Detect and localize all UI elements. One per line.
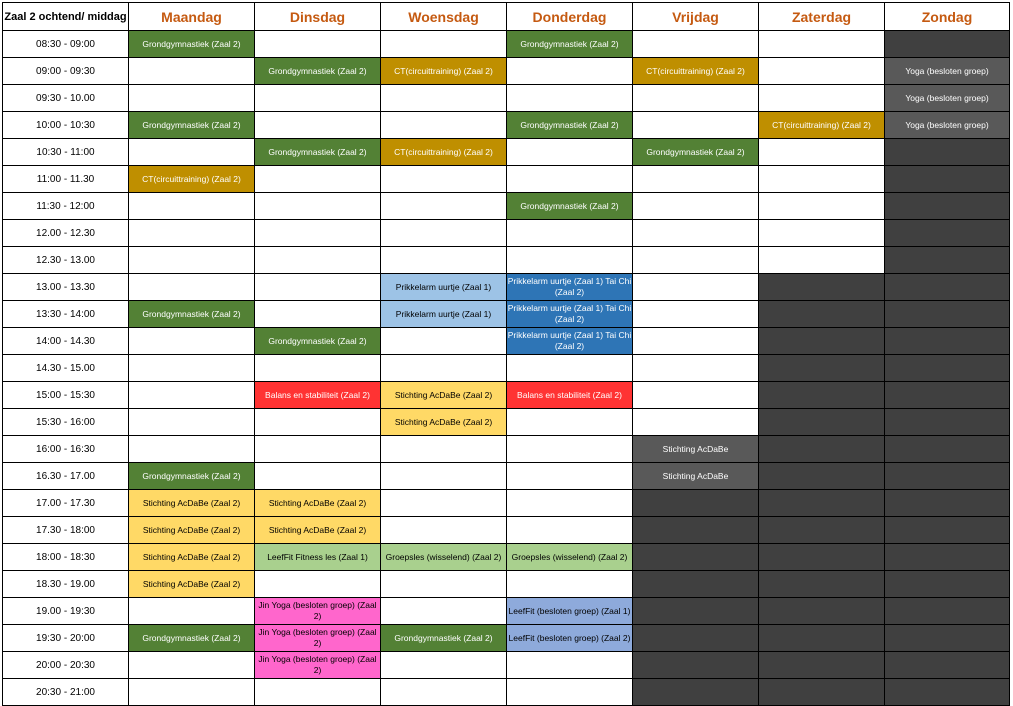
schedule-cell-zondag xyxy=(885,355,1010,382)
schedule-cell-woensdag xyxy=(381,598,507,625)
time-slot-label: 13.00 - 13.30 xyxy=(3,274,129,301)
schedule-table xyxy=(2,2,1010,706)
schedule-cell-zaterdag xyxy=(759,220,885,247)
schedule-cell-dinsdag xyxy=(255,193,381,220)
schedule-cell-zaterdag xyxy=(759,679,885,706)
corner-label: Zaal 2 ochtend/ middag xyxy=(3,3,129,31)
schedule-cell-zaterdag xyxy=(759,436,885,463)
schedule-cell-zondag: Yoga (besloten groep) xyxy=(885,85,1010,112)
schedule-cell-donderdag: Prikkelarm uurtje (Zaal 1) Tai Chi (Zaal 2) xyxy=(507,301,633,328)
schedule-cell-maandag xyxy=(129,274,255,301)
schedule-row xyxy=(3,166,1010,193)
schedule-row xyxy=(3,436,1010,463)
schedule-cell-donderdag: Prikkelarm uurtje (Zaal 1) Tai Chi (Zaal 2) xyxy=(507,328,633,355)
schedule-cell-maandag xyxy=(129,436,255,463)
schedule-cell-zondag xyxy=(885,652,1010,679)
schedule-row xyxy=(3,598,1010,625)
schedule-cell-dinsdag: Grondgymnastiek (Zaal 2) xyxy=(255,58,381,85)
schedule-cell-dinsdag: Jin Yoga (besloten groep) (Zaal 2) xyxy=(255,652,381,679)
schedule-cell-zaterdag xyxy=(759,355,885,382)
schedule-cell-zaterdag xyxy=(759,517,885,544)
schedule-cell-maandag xyxy=(129,328,255,355)
schedule-cell-vrijdag xyxy=(633,31,759,58)
schedule-cell-zaterdag xyxy=(759,328,885,355)
time-slot-label: 15:30 - 16:00 xyxy=(3,409,129,436)
schedule-cell-zaterdag xyxy=(759,166,885,193)
schedule-cell-vrijdag xyxy=(633,85,759,112)
schedule-cell-dinsdag xyxy=(255,679,381,706)
schedule-cell-zaterdag: CT(circuittraining) (Zaal 2) xyxy=(759,112,885,139)
schedule-cell-vrijdag xyxy=(633,166,759,193)
schedule-cell-dinsdag xyxy=(255,166,381,193)
schedule-cell-dinsdag: LeefFit Fitness les (Zaal 1) xyxy=(255,544,381,571)
schedule-cell-donderdag xyxy=(507,679,633,706)
schedule-cell-maandag xyxy=(129,679,255,706)
schedule-cell-maandag: Stichting AcDaBe (Zaal 2) xyxy=(129,544,255,571)
schedule-cell-woensdag xyxy=(381,679,507,706)
schedule-cell-donderdag: Groepsles (wisselend) (Zaal 2) xyxy=(507,544,633,571)
schedule-cell-woensdag xyxy=(381,436,507,463)
header-row xyxy=(3,3,1010,31)
schedule-cell-woensdag: CT(circuittraining) (Zaal 2) xyxy=(381,139,507,166)
schedule-cell-zaterdag xyxy=(759,301,885,328)
schedule-row xyxy=(3,58,1010,85)
schedule-cell-zaterdag xyxy=(759,625,885,652)
time-slot-label: 19.00 - 19:30 xyxy=(3,598,129,625)
schedule-cell-zaterdag xyxy=(759,139,885,166)
schedule-cell-woensdag xyxy=(381,166,507,193)
schedule-cell-vrijdag xyxy=(633,355,759,382)
schedule-cell-dinsdag xyxy=(255,247,381,274)
schedule-cell-maandag: Stichting AcDaBe (Zaal 2) xyxy=(129,517,255,544)
schedule-cell-zondag xyxy=(885,382,1010,409)
schedule-cell-zaterdag xyxy=(759,598,885,625)
schedule-cell-vrijdag xyxy=(633,220,759,247)
schedule-cell-zondag xyxy=(885,463,1010,490)
schedule-cell-zondag: Yoga (besloten groep) xyxy=(885,112,1010,139)
schedule-cell-vrijdag xyxy=(633,382,759,409)
time-slot-label: 08:30 - 09:00 xyxy=(3,31,129,58)
time-slot-label: 11:30 - 12:00 xyxy=(3,193,129,220)
schedule-body xyxy=(3,31,1010,706)
schedule-cell-vrijdag: Grondgymnastiek (Zaal 2) xyxy=(633,139,759,166)
schedule-cell-vrijdag xyxy=(633,652,759,679)
schedule-cell-dinsdag xyxy=(255,220,381,247)
day-header-zaterdag: Zaterdag xyxy=(759,3,885,31)
time-slot-label: 09:00 - 09:30 xyxy=(3,58,129,85)
schedule-cell-woensdag: Prikkelarm uurtje (Zaal 1) xyxy=(381,274,507,301)
time-slot-label: 12.30 - 13.00 xyxy=(3,247,129,274)
schedule-cell-maandag xyxy=(129,85,255,112)
day-header-donderdag: Donderdag xyxy=(507,3,633,31)
schedule-cell-zondag xyxy=(885,247,1010,274)
time-slot-label: 09:30 - 10.00 xyxy=(3,85,129,112)
schedule-row xyxy=(3,247,1010,274)
schedule-cell-dinsdag xyxy=(255,571,381,598)
schedule-cell-vrijdag: Stichting AcDaBe xyxy=(633,463,759,490)
schedule-cell-zondag xyxy=(885,31,1010,58)
schedule-cell-donderdag xyxy=(507,85,633,112)
schedule-cell-maandag: Grondgymnastiek (Zaal 2) xyxy=(129,463,255,490)
schedule-row xyxy=(3,625,1010,652)
schedule-cell-vrijdag xyxy=(633,625,759,652)
schedule-cell-donderdag xyxy=(507,166,633,193)
schedule-row xyxy=(3,139,1010,166)
schedule-cell-donderdag xyxy=(507,58,633,85)
schedule-cell-zaterdag xyxy=(759,490,885,517)
schedule-cell-dinsdag: Jin Yoga (besloten groep) (Zaal 2) xyxy=(255,598,381,625)
schedule-cell-maandag xyxy=(129,247,255,274)
schedule-cell-zaterdag xyxy=(759,382,885,409)
schedule-cell-donderdag xyxy=(507,220,633,247)
schedule-cell-woensdag xyxy=(381,355,507,382)
time-slot-label: 18:00 - 18:30 xyxy=(3,544,129,571)
schedule-cell-dinsdag xyxy=(255,436,381,463)
schedule-cell-zondag xyxy=(885,409,1010,436)
schedule-cell-vrijdag xyxy=(633,328,759,355)
schedule-cell-maandag: Stichting AcDaBe (Zaal 2) xyxy=(129,490,255,517)
schedule-cell-zondag: Yoga (besloten groep) xyxy=(885,58,1010,85)
schedule-cell-vrijdag xyxy=(633,409,759,436)
schedule-cell-dinsdag xyxy=(255,463,381,490)
schedule-cell-dinsdag xyxy=(255,301,381,328)
schedule-cell-woensdag xyxy=(381,490,507,517)
schedule-cell-donderdag: Grondgymnastiek (Zaal 2) xyxy=(507,31,633,58)
schedule-cell-donderdag xyxy=(507,652,633,679)
schedule-row xyxy=(3,652,1010,679)
schedule-cell-maandag xyxy=(129,355,255,382)
schedule-row xyxy=(3,679,1010,706)
schedule-cell-vrijdag xyxy=(633,517,759,544)
schedule-cell-zondag xyxy=(885,301,1010,328)
schedule-cell-zondag xyxy=(885,139,1010,166)
schedule-cell-zondag xyxy=(885,490,1010,517)
schedule-cell-dinsdag: Stichting AcDaBe (Zaal 2) xyxy=(255,490,381,517)
time-slot-label: 17.30 - 18:00 xyxy=(3,517,129,544)
schedule-row xyxy=(3,301,1010,328)
schedule-cell-woensdag xyxy=(381,193,507,220)
schedule-cell-zaterdag xyxy=(759,463,885,490)
schedule-cell-donderdag: LeefFit (besloten groep) (Zaal 1) xyxy=(507,598,633,625)
schedule-cell-dinsdag xyxy=(255,274,381,301)
schedule-cell-zondag xyxy=(885,598,1010,625)
schedule-cell-zaterdag xyxy=(759,193,885,220)
schedule-cell-woensdag xyxy=(381,220,507,247)
schedule-cell-maandag xyxy=(129,139,255,166)
schedule-row xyxy=(3,571,1010,598)
schedule-cell-dinsdag: Stichting AcDaBe (Zaal 2) xyxy=(255,517,381,544)
time-slot-label: 18.30 - 19.00 xyxy=(3,571,129,598)
day-header-maandag: Maandag xyxy=(129,3,255,31)
schedule-cell-zondag xyxy=(885,193,1010,220)
schedule-cell-donderdag xyxy=(507,517,633,544)
schedule-cell-maandag: Grondgymnastiek (Zaal 2) xyxy=(129,625,255,652)
schedule-cell-woensdag: Groepsles (wisselend) (Zaal 2) xyxy=(381,544,507,571)
schedule-cell-donderdag xyxy=(507,355,633,382)
schedule-cell-vrijdag xyxy=(633,274,759,301)
schedule-cell-donderdag: Prikkelarm uurtje (Zaal 1) Tai Chi (Zaal 2) xyxy=(507,274,633,301)
schedule-cell-maandag: CT(circuittraining) (Zaal 2) xyxy=(129,166,255,193)
schedule-cell-maandag: Grondgymnastiek (Zaal 2) xyxy=(129,301,255,328)
time-slot-label: 20:30 - 21:00 xyxy=(3,679,129,706)
schedule-cell-maandag xyxy=(129,58,255,85)
schedule-cell-woensdag xyxy=(381,571,507,598)
schedule-row xyxy=(3,112,1010,139)
schedule-cell-dinsdag: Grondgymnastiek (Zaal 2) xyxy=(255,139,381,166)
schedule-row xyxy=(3,490,1010,517)
schedule-cell-donderdag xyxy=(507,571,633,598)
schedule-cell-zondag xyxy=(885,517,1010,544)
schedule-cell-zondag xyxy=(885,544,1010,571)
schedule-cell-vrijdag: Stichting AcDaBe xyxy=(633,436,759,463)
schedule-cell-zondag xyxy=(885,328,1010,355)
schedule-cell-zaterdag xyxy=(759,31,885,58)
time-slot-label: 17.00 - 17.30 xyxy=(3,490,129,517)
schedule-cell-maandag xyxy=(129,193,255,220)
schedule-cell-woensdag xyxy=(381,247,507,274)
schedule-cell-vrijdag xyxy=(633,544,759,571)
schedule-row xyxy=(3,85,1010,112)
time-slot-label: 10:00 - 10:30 xyxy=(3,112,129,139)
time-slot-label: 16.30 - 17.00 xyxy=(3,463,129,490)
schedule-cell-woensdag: Stichting AcDaBe (Zaal 2) xyxy=(381,382,507,409)
schedule-cell-woensdag: Prikkelarm uurtje (Zaal 1) xyxy=(381,301,507,328)
schedule-row xyxy=(3,463,1010,490)
schedule-cell-zaterdag xyxy=(759,247,885,274)
time-slot-label: 10:30 - 11:00 xyxy=(3,139,129,166)
schedule-cell-vrijdag xyxy=(633,112,759,139)
schedule-cell-zondag xyxy=(885,166,1010,193)
time-slot-label: 14.30 - 15.00 xyxy=(3,355,129,382)
schedule-cell-woensdag: Grondgymnastiek (Zaal 2) xyxy=(381,625,507,652)
schedule-cell-vrijdag: CT(circuittraining) (Zaal 2) xyxy=(633,58,759,85)
schedule-row xyxy=(3,220,1010,247)
schedule-cell-zaterdag xyxy=(759,274,885,301)
schedule-cell-zondag xyxy=(885,679,1010,706)
schedule-cell-maandag xyxy=(129,409,255,436)
time-slot-label: 19:30 - 20:00 xyxy=(3,625,129,652)
schedule-cell-donderdag: Grondgymnastiek (Zaal 2) xyxy=(507,193,633,220)
schedule-row xyxy=(3,355,1010,382)
schedule-cell-woensdag xyxy=(381,463,507,490)
schedule-cell-woensdag xyxy=(381,328,507,355)
day-header-vrijdag: Vrijdag xyxy=(633,3,759,31)
schedule-cell-zaterdag xyxy=(759,409,885,436)
schedule-cell-vrijdag xyxy=(633,193,759,220)
schedule-cell-dinsdag xyxy=(255,112,381,139)
schedule-cell-zaterdag xyxy=(759,58,885,85)
schedule-cell-woensdag: CT(circuittraining) (Zaal 2) xyxy=(381,58,507,85)
schedule-cell-maandag xyxy=(129,652,255,679)
schedule-cell-zondag xyxy=(885,625,1010,652)
schedule-cell-zaterdag xyxy=(759,544,885,571)
schedule-row xyxy=(3,328,1010,355)
time-slot-label: 14:00 - 14.30 xyxy=(3,328,129,355)
schedule-cell-dinsdag: Balans en stabiliteit (Zaal 2) xyxy=(255,382,381,409)
schedule-cell-dinsdag: Jin Yoga (besloten groep) (Zaal 2) xyxy=(255,625,381,652)
schedule-row xyxy=(3,517,1010,544)
schedule-cell-donderdag: Balans en stabiliteit (Zaal 2) xyxy=(507,382,633,409)
time-slot-label: 11:00 - 11.30 xyxy=(3,166,129,193)
schedule-cell-zaterdag xyxy=(759,85,885,112)
schedule-cell-donderdag xyxy=(507,247,633,274)
schedule-cell-woensdag xyxy=(381,85,507,112)
time-slot-label: 13:30 - 14:00 xyxy=(3,301,129,328)
time-slot-label: 20:00 - 20:30 xyxy=(3,652,129,679)
schedule-cell-vrijdag xyxy=(633,598,759,625)
schedule-cell-donderdag xyxy=(507,490,633,517)
schedule-cell-vrijdag xyxy=(633,571,759,598)
schedule-cell-woensdag xyxy=(381,517,507,544)
schedule-cell-vrijdag xyxy=(633,247,759,274)
schedule-row xyxy=(3,31,1010,58)
schedule-row xyxy=(3,274,1010,301)
schedule-cell-maandag: Grondgymnastiek (Zaal 2) xyxy=(129,31,255,58)
schedule-cell-woensdag: Stichting AcDaBe (Zaal 2) xyxy=(381,409,507,436)
time-slot-label: 12.00 - 12.30 xyxy=(3,220,129,247)
schedule-cell-zondag xyxy=(885,274,1010,301)
schedule-cell-woensdag xyxy=(381,31,507,58)
schedule-cell-dinsdag xyxy=(255,409,381,436)
schedule-row xyxy=(3,409,1010,436)
time-slot-label: 15:00 - 15:30 xyxy=(3,382,129,409)
schedule-cell-donderdag xyxy=(507,139,633,166)
day-header-woensdag: Woensdag xyxy=(381,3,507,31)
schedule-cell-donderdag: Grondgymnastiek (Zaal 2) xyxy=(507,112,633,139)
schedule-cell-dinsdag xyxy=(255,31,381,58)
schedule-cell-vrijdag xyxy=(633,490,759,517)
schedule-cell-zondag xyxy=(885,571,1010,598)
schedule-cell-woensdag xyxy=(381,652,507,679)
schedule-cell-vrijdag xyxy=(633,301,759,328)
schedule-cell-zaterdag xyxy=(759,652,885,679)
schedule-cell-maandag xyxy=(129,382,255,409)
schedule-row xyxy=(3,382,1010,409)
time-slot-label: 16:00 - 16:30 xyxy=(3,436,129,463)
schedule-cell-zondag xyxy=(885,220,1010,247)
day-header-dinsdag: Dinsdag xyxy=(255,3,381,31)
schedule-cell-zaterdag xyxy=(759,571,885,598)
schedule-cell-dinsdag: Grondgymnastiek (Zaal 2) xyxy=(255,328,381,355)
schedule-cell-donderdag: LeefFit (besloten groep) (Zaal 2) xyxy=(507,625,633,652)
schedule-cell-donderdag xyxy=(507,436,633,463)
schedule-cell-maandag: Stichting AcDaBe (Zaal 2) xyxy=(129,571,255,598)
schedule-cell-maandag xyxy=(129,220,255,247)
schedule-cell-donderdag xyxy=(507,463,633,490)
schedule-cell-dinsdag xyxy=(255,355,381,382)
schedule-cell-woensdag xyxy=(381,112,507,139)
schedule-cell-maandag: Grondgymnastiek (Zaal 2) xyxy=(129,112,255,139)
schedule-cell-maandag xyxy=(129,598,255,625)
day-header-zondag: Zondag xyxy=(885,3,1010,31)
schedule-cell-vrijdag xyxy=(633,679,759,706)
schedule-cell-donderdag xyxy=(507,409,633,436)
schedule-row xyxy=(3,544,1010,571)
schedule-cell-dinsdag xyxy=(255,85,381,112)
schedule-row xyxy=(3,193,1010,220)
schedule-cell-zondag xyxy=(885,436,1010,463)
